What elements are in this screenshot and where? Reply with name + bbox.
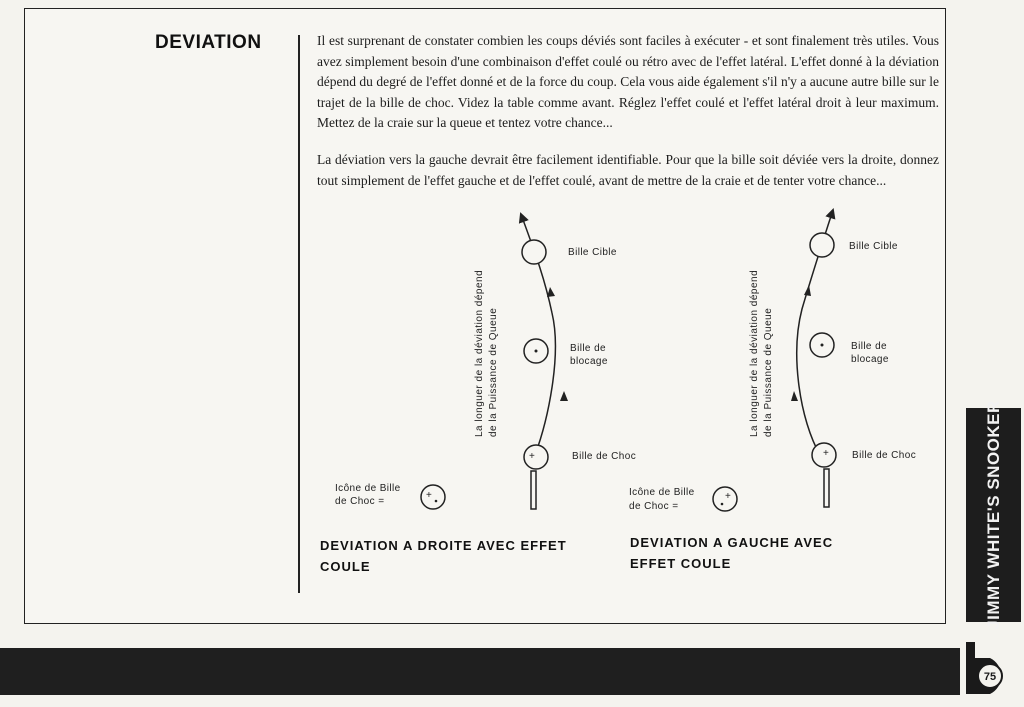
right-vertical-label-1: La longuer de la déviation dépend: [749, 269, 760, 437]
right-blocking-ball-label-1: Bille de: [851, 341, 887, 352]
caption-left-line-2: COULE: [320, 559, 371, 574]
right-icon-label-2: de Choc =: [629, 501, 679, 512]
right-icon-label-1: Icône de Bille: [629, 487, 695, 498]
left-path-arrow-1: [560, 391, 568, 401]
left-blocking-ball-label-2: blocage: [570, 356, 608, 367]
right-path-arrow-2: [804, 285, 811, 296]
right-vertical-label-2: de la Puissance de Queue: [763, 307, 774, 437]
left-path-arrow-2: [547, 287, 555, 297]
footer-bar: [0, 648, 960, 695]
brand-b-icon: [962, 640, 1020, 696]
caption-left-line-1: DEVIATION A DROITE AVEC EFFET: [320, 538, 567, 553]
right-diagram: [629, 213, 916, 512]
left-vertical-label-2: de la Puissance de Queue: [488, 307, 499, 437]
caption-right-line-1: DEVIATION A GAUCHE AVEC: [630, 535, 834, 550]
svg-text:+: +: [725, 491, 731, 502]
body-paragraph-1: Il est surprenant de constater combien les coups déviés sont faciles à exécuter - et sont finalement très utiles. Vous avez simplement besoin d'une combinaison d'effet coulé ou rétro avec de l'effet latéral. L'effet donné à la déviation dépend du degré de l'effet donné et de la force du coup. Cela vous aide également s'il n'y a aucune autre bille sur le trajet de la bille de choc. Videz la table comme avant. Réglez l'effet coulé et l'effet latéral droit à leur maximum. Mettez de la craie sur la queue et tentez votre chance...: [317, 33, 939, 130]
right-cue-stick: [824, 469, 829, 507]
right-cue-ball: [812, 443, 836, 467]
left-icon-label-1: Icône de Bille: [335, 483, 401, 494]
right-cue-ball-icon: [713, 487, 737, 511]
game-title-label: JIMMY WHITE'S SNOOKER: [983, 400, 1003, 630]
svg-text:+: +: [426, 490, 432, 501]
deviation-diagrams: [300, 205, 940, 525]
left-cue-stick: [531, 471, 536, 509]
right-blocking-ball: [810, 333, 834, 357]
page-number: 75: [983, 671, 997, 683]
right-blocking-ball-label-2: blocage: [851, 354, 889, 365]
right-cue-ball-label: Bille de Choc: [852, 450, 917, 461]
left-blocking-ball: [524, 339, 548, 363]
left-diagram: [335, 217, 636, 509]
left-vertical-label-1: La longuer de la déviation dépend: [474, 269, 485, 437]
section-title: DEVIATION: [155, 32, 262, 53]
right-path-arrow-1: [791, 391, 798, 401]
right-target-ball-label: Bille Cible: [849, 241, 898, 252]
left-cue-ball: [524, 445, 548, 469]
left-cue-ball-label: Bille de Choc: [572, 451, 637, 462]
left-icon-label-2: de Choc =: [335, 496, 385, 507]
left-target-ball-label: Bille Cible: [568, 247, 617, 258]
left-blocking-ball-label-1: Bille de: [570, 343, 606, 354]
game-title-tab: [966, 400, 1021, 630]
body-paragraph-2: La déviation vers la gauche devrait être facilement identifiable. Pour que la bille soit déviée vers la droite, donnez tout simplement de l'effet gauche et de l'effet coulé, avant de mettre de la craie et de tenter votre chance...: [317, 152, 939, 188]
left-target-ball: [522, 240, 546, 264]
right-target-ball: [810, 233, 834, 257]
caption-left: [320, 535, 610, 577]
svg-text:+: +: [529, 451, 535, 462]
caption-right-line-2: EFFET COULE: [630, 556, 732, 571]
svg-text:+: +: [823, 448, 829, 459]
caption-right: [630, 532, 920, 574]
left-cue-ball-icon: [421, 485, 445, 509]
